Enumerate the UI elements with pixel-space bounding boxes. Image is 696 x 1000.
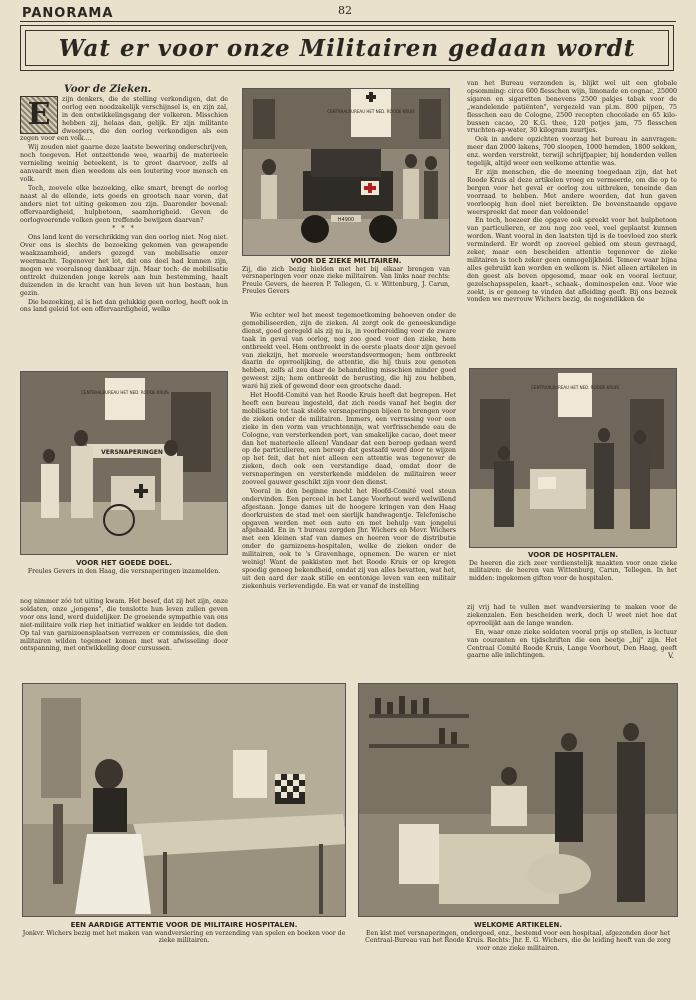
cart-banner: VERSNAPERINGEN — [101, 449, 163, 456]
photo-2-text: Freules Gevers in den Haag, die versnaperingen inzamelden. — [27, 567, 221, 575]
article-heading: Voor de Zieken. — [64, 84, 152, 95]
photo-car-image — [243, 89, 450, 256]
title-inner — [25, 30, 669, 66]
photo-4-heading: EEN AARDIGE ATTENTIE VOOR DE MILITAIRE HOSPITALEN. — [70, 921, 298, 929]
paragraph: Vooral in den beginne mocht het Hoofd-Comité veel steun ondervinden. Een perceel in het Lange Voorhout werd welwillend afgestaan. Jonge dames uit de hoogere kringen van den Haag doorkruisten de stad met een sierlijk handwagentje. Telefonische opgaven werden met een auto en met behulp van jongelui afgehaald. En in 't bureau zorgden Jhr. Wichers en Mevr. Wichers met een kleinen staf van dames en heeren voor de distributie onder de garnizoens-hospitalen, welke de zieken onder de militairen, ook te 's Gravenhage, opnemen. De waren er niet weinig! Want de pakkisten met het Roode Kruis er op kregen spoedig genoeg bekendheid, omdat zij van alles bevatten, wat het, uit den aard der zaak stille en eentonige leven van een militair ziekenhuis verlevendigde. En wat er vanaf de instelling — [242, 487, 456, 590]
masthead: PANORAMA — [22, 6, 114, 21]
photo-3-sign-text: CENTRAALBUREAU HET NED. ROODE KRUIS — [531, 385, 619, 390]
license-plate: H4900 — [337, 217, 355, 223]
section-divider: * * * — [112, 225, 136, 233]
paragraph: En toch, hoezeer die opgave ook spreekt voor het hulpbetoon van particulieren, er zou nog zoo veel, veel geplaatst kunnen worden. Want vooral in den laatsten tijd is de toevloed zoo sterk verminderd. Er wordt op zooveel gebied om steun gevraagd, zeker, maar een bescheiden attentie tegenover de zieke militairen is toch zeker geen onmogelijkheid. Temeer waar bijna alles gebruikt kan worden en welkom is. Niet alleen artikelen in den geest als boven opgesomd, maar ook en vooral lectuur, gezelschapsspelen, kaart-, schaak-, dominospelen enz. Voor wie zoekt, is er genoeg te vinden dat afleiding geeft. Bij ons bezoek vonden we mevrouw Wichers bezig, de nogendikken de — [467, 217, 677, 304]
column-2 — [242, 312, 456, 592]
paragraph: van het Bureau verzonden is, blijkt wel uit een globale opsomming: circa 600 flesschen wijn, limonade en cognac, 25000 sigaren en sigaretten benevens 2500 pakjes tabak voor de „wandelende patiënten", vergezeld van pl.m. 800 pijpen, 75 flesschen eau de Cologne, 2500 recepten chocolade en 65 kilo-bussen cacao, 20 K.G. thee, 120 potjes jam, 75 flesschen vruchten-ap-water, 30 kilogram zuurtjes. — [467, 80, 677, 135]
photo-5-heading: WELKOME ARTIKELEN. — [473, 921, 563, 929]
photo-1-text: Zij, die zich bezig hielden met het bij elkaar brengen van versnaperingen voor onze zieke militairen. Van links naar rechts: Freule Gevers, de heeren P. Tellegen, G. v. Wittenburg, J. Carun, Freules Gevers — [242, 265, 450, 296]
dropcap: E — [20, 96, 58, 134]
column-1-top — [20, 86, 228, 315]
photo-hospitals-image — [470, 369, 677, 548]
paragraph: Ook in andere opzichten voorzag het bureau in aanvragen: meer dan 2000 lakens, 700 sloopen, 1000 hemden, 1800 sokken, enz. werden verstrekt, terwijl schrijfpapier, bij honderden vellen tegelijk, altijd weer een welkome attentie was. — [467, 136, 677, 168]
column-1-bottom — [20, 598, 228, 654]
paragraph: zij vrij had te vullen met wandversiering te maken voor de ziekenzalen. Een bescheiden werk, doch U weet niet hoe dat opvroolijkt aan de lange wanden. — [467, 604, 677, 627]
photo-red-cross-car — [242, 88, 450, 256]
author-signature: V. — [667, 652, 674, 660]
photo-sign-text: CENTRAALBUREAU HET NED. ROODE KRUIS — [327, 109, 415, 114]
paragraph: Wie echter wel het meest tegemoetkoming behoeven onder de gemobiliseerden, zijn de zieken. Al zorgt ook de geneeskundige dienst, goed geregeld als zij nu is, in voorbereiding voor de zware taak in geval van oorlog, nog zoo goed voor den zieke, hem ontbreekt veel. Hem ontbreekt in de eerste plaats door zijn gevoel van ziekzijn, het moreele weerstandsvermogen; hem ontbreekt daarin de opvroolijking, de attentie, die hij thuis zou genoten hebben, zelfs al zou daar de behandeling misschien minder goed geweest zijn; hem ontbreekt de berusting, die hij zou hebben, waré hij ziek of gewond door een grootsche daad. — [242, 312, 456, 391]
photo-3-heading: VOOR DE HOSPITALEN. — [527, 551, 619, 559]
photo-3-text: De heeren die zich zeer verdienstelijk maakten voor onze zieke militairen: de heeren van Wittenburg, Carun, Tellegen. In het midden: ingekomen giften voor de hospitalen. — [469, 559, 677, 582]
photo-wall-decoration — [22, 683, 346, 917]
column-3-top — [467, 80, 677, 305]
page-number: 82 — [338, 4, 352, 17]
paragraph: Het Hoofd-Comité van het Roode Kruis heeft dat begrepen. Het heeft een bureau ingesteld, dat zich reeds vanaf het begin der mobilisatie tot taak stelde versnaperingen bijeen te brengen voor de zieken onder de militairen. Immers, een verrassing voor een zieke in den vorm van vruchtennijn, wat verfrisschende eau de Cologne, van versterkenden port, van smakelijke cacao, doet meer dan het materieele alleen! Vandaar dat een beroep gedaan werd op de particulieren, een beroep dat gestaafd werd door te wijzen op het feit, dat het niet alleen een attentie was tegenover de zieken, doch ook een verstandige daad, omdat door de versnaperingen en versterkende middelen de militairen weer zooveel gauwer geschikt zijn voor den dienst. — [242, 392, 456, 487]
header-rule — [20, 21, 676, 22]
photo-3-caption — [469, 552, 677, 582]
page-title: Wat er voor onze Militairen gedaan wordt — [58, 34, 636, 62]
photo-2-heading: VOOR HET GOEDE DOEL. — [75, 559, 173, 567]
photo-welcome-articles-image — [359, 684, 678, 917]
photo-2-sign-text: CENTRAALBUREAU HET NED. ROODE KRUIS — [81, 390, 169, 395]
paragraph: En, waar onze zieke soldaten vooral prijs op stellen, is lectuur van couranten en tijdschriften die een beetje „bij" zijn. Het Centraal Comité Roode Kruis, Lange Voorhout, Den Haag, geeft gaarne alle inlichtingen. — [467, 628, 677, 660]
title-box — [20, 25, 674, 71]
photo-hospitals — [469, 368, 677, 548]
paragraph: Wij zouden niet gaarne deze laatste bewering onderschrijven, noch toegeven. Het ontzettende wee, waarbij de materieele vernieling weinig beteekent, is te groot daarvoor, zelfs al aanvaardt men dien weedom als een loutering voor mensch en volk. — [20, 144, 228, 183]
photo-welcome-articles — [358, 683, 678, 917]
column-3-bottom — [467, 604, 677, 661]
paragraph: zijn denkers, die de stelling verkondigen, dat de oorlog een noodzakelijk verschijnsel is, en zijn zal, in den ontwikkelingsgang der volkeren. Misschien hebben zij, helaas dan, gelijk. Er zijn militante dweepers, die den oorlog verkondigen als een zegen voor een volk.... — [20, 95, 228, 143]
photo-4-caption — [22, 922, 346, 945]
paragraph: nog nimmer zóó tot uiting kwam. Het besef, dat zij het zijn, onze soldaten, onze „jongens", die tenslotte hun leven zullen geven voor ons land, werd duidelijker. De groeiende sympathie van ons niet-militaire volk riep het initiatief wakker en leidde tot daden. Op tal van garnizoensplaatsen verrezen er commissies, die den militairen wilden tegemoet komen met wat afwisseling door ontspanning, met ontwikkeling door cursussen. — [20, 598, 228, 653]
photo-1-caption — [242, 258, 450, 296]
photo-1-heading: VOOR DE ZIEKE MILITAIREN. — [290, 257, 402, 265]
photo-2-caption — [20, 560, 228, 575]
photo-wall-decoration-image — [23, 684, 346, 917]
photo-4-text: Jonkvr. Wichers bezig met het maken van wandversiering en verzending van spelen en boeken voor de zieke militairen. — [22, 929, 346, 945]
paragraph: Toch, zoovele elke bezoeking, elke smart, brengt de oorlog naast al de ellende, iets goeds en grootsch naar voren, dat anders niet tot uiting gekomen zou zijn. Daaronder bovenal: offervaardigheid, hulpbetoon, saamhorigheid. Geven de oorlogvoerende volken geen treffende bewijzen daarvan? — [20, 184, 228, 224]
photo-handcart — [20, 371, 228, 555]
photo-5-caption — [358, 922, 678, 952]
paragraph: Ons land kent de verschrikking van den oorlog niet. Nog niet. Over ons is slechts de bezoeking gekomen van gewapende waakzaamheid, anders gezegd van mobilisatie onzer weermacht. Tegenover het lot, dat ons deel had kunnen zijn, mogen we vooralsnog dankbaar zijn. Maar toch: de mobilisatie onttrekt duizenden jonge kerels aan hun bestemming, haalt duizenden in de kracht van hun leven uit hun bestaan, hun gezin. — [20, 234, 228, 297]
photo-5-text: Een kist met versnaperingen, ondergoed, enz., bestemd voor een hospitaal, afgezonden door het Centraal-Bureau van het Roode Kruis. Rechts: Jhr. E. G. Wichers, die de leiding heeft van de zorg voor onze zieke militairen. — [365, 929, 671, 952]
photo-handcart-image — [21, 372, 228, 555]
paragraph: Die bezoeking, al is het dan gelukkig geen oorlog, heeft ook in ons land geleid tot een offervaardigheid, welke — [20, 298, 228, 314]
paragraph: Er zijn menschen, die de meening toegedaan zijn, dat het Roode Kruis al deze artikelen vroeg en vermeerde, om die op te bergen voor het geval er oorlog zou uitbreken, teneinde dan voorraad te hebben. Met andere woorden, dat hun gaven voorloopig hun doel niet bereikten. De bovenstaande opgave weerspreekt dat meer dan voldoende! — [467, 168, 677, 216]
